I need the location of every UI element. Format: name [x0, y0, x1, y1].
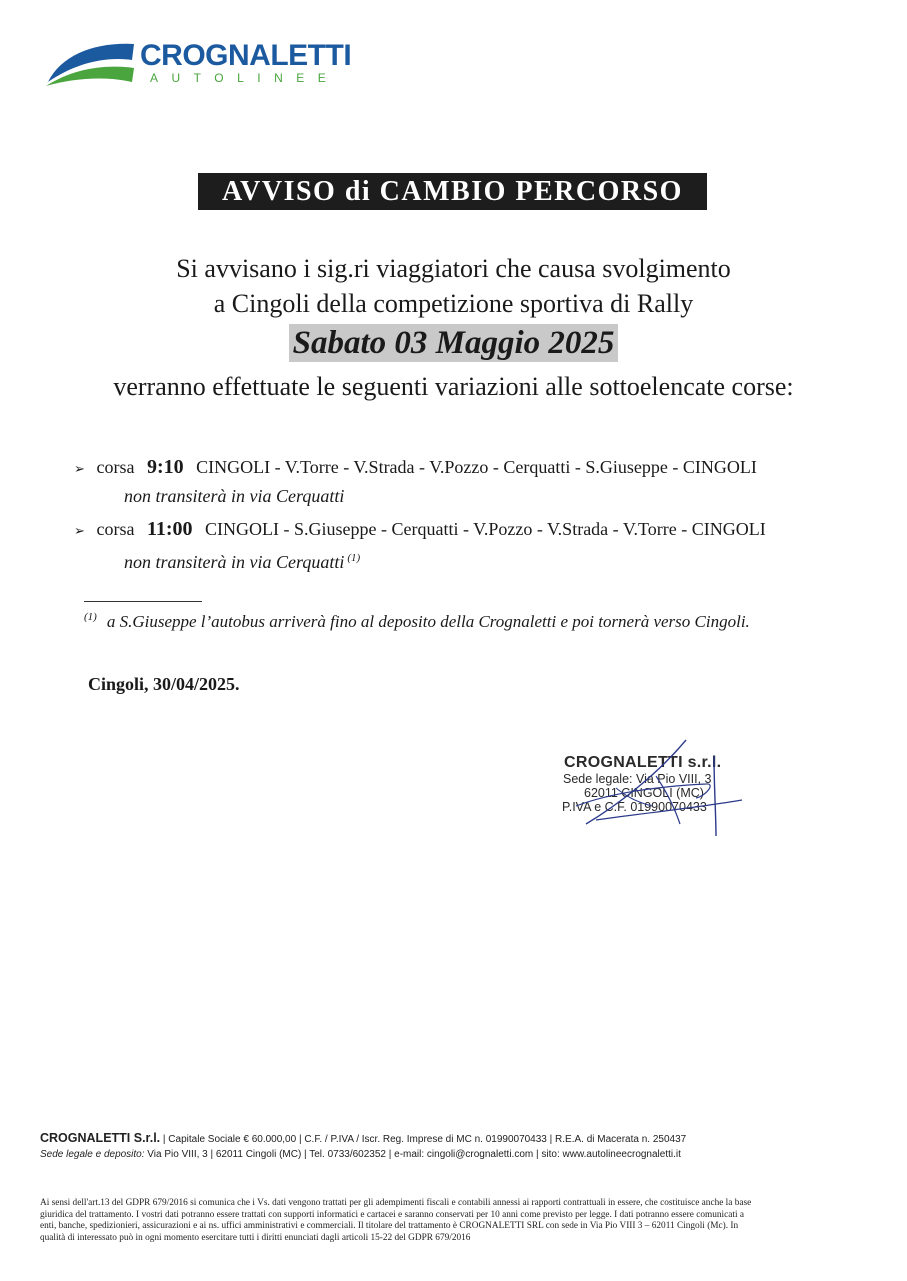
- route-label: corsa: [96, 457, 135, 477]
- event-date: Sabato 03 Maggio 2025: [289, 324, 619, 362]
- logo-subtitle: AUTOLINEE: [150, 71, 340, 85]
- footnote-text: a S.Giuseppe l’autobus arriverà fino al deposito della Crognaletti e poi tornerà verso Cingoli.: [106, 612, 750, 631]
- company-footer: [40, 1131, 880, 1162]
- arrow-bullet-icon: ➢: [74, 462, 85, 477]
- route-item: [74, 516, 854, 575]
- event-date-row: [0, 324, 907, 362]
- route-path: CINGOLI - V.Torre - V.Strada - V.Pozzo - Cerquatti - S.Giuseppe - CINGOLI: [196, 457, 757, 477]
- intro-line-2: a Cingoli della competizione sportiva di Rally: [213, 289, 694, 318]
- intro-line-3: verranno effettuate le seguenti variazioni alle sottoelencate corse:: [113, 372, 794, 401]
- privacy-line: Ai sensi dell'art.13 del GDPR 679/2016 si comunica che i Vs. dati vengono trattati per gli adempimenti fiscali e contabili annessi ai rapporti contrattuali in essere, che costituisce anche la base: [40, 1198, 752, 1208]
- footer-registration: | Capitale Sociale € 60.000,00 | C.F. / P.IVA / Iscr. Reg. Imprese di MC n. 01990070433 | R.E.A. di Macerata n. 250437: [160, 1134, 687, 1145]
- stamp-line-4: P.IVA e C.F. 01990070433: [562, 800, 707, 814]
- footnote-ref: (1): [347, 552, 361, 564]
- company-stamp: [556, 736, 756, 846]
- footer-address-label: Sede legale e deposito:: [40, 1149, 145, 1160]
- privacy-notice: [40, 1198, 870, 1244]
- footnote-divider: [84, 601, 202, 602]
- route-label: corsa: [96, 519, 135, 539]
- footer-contacts: Via Pio VIII, 3 | 62011 Cingoli (MC) | Tel. 0733/602352 | e-mail: cingoli@crognaletti.com | sito: www.autolineecrognaletti.it: [144, 1149, 681, 1160]
- arrow-bullet-icon: ➢: [74, 524, 85, 539]
- place-date: Cingoli, 30/04/2025.: [88, 674, 240, 694]
- privacy-line: giuridica del trattamento. I vostri dati potranno essere trattati con supporti informatici e cartacei e saranno conservati per 10 anni come previsto per legge. I dati potranno essere comunicati a: [40, 1209, 744, 1220]
- stamp-line-1: CROGNALETTI s.r.l.: [564, 754, 722, 771]
- route-path: CINGOLI - S.Giuseppe - Cerquatti - V.Pozzo - V.Strada - V.Torre - CINGOLI: [205, 519, 766, 539]
- route-note: non transiterà in via Cerquatti: [124, 552, 345, 572]
- company-logo: [44, 38, 424, 90]
- footer-company-name: CROGNALETTI S.r.l.: [40, 1131, 161, 1145]
- logo-name: CROGNALETTI: [140, 39, 352, 72]
- stamp-line-3: 62011 CINGOLI (MC): [584, 786, 704, 800]
- footnote: [84, 605, 750, 634]
- route-time: 9:10: [146, 456, 184, 478]
- privacy-line: qualità di interessato può in ogni momento esercitare tutti i diritti enunciati dagli articoli 15-22 del GDPR 679/2016: [40, 1232, 471, 1243]
- notice-title: AVVISO di CAMBIO PERCORSO: [198, 173, 707, 210]
- intro-line-1: Si avvisano i sig.ri viaggiatori che causa svolgimento: [176, 254, 731, 283]
- route-time: 11:00: [146, 518, 193, 540]
- route-note: non transiterà in via Cerquatti: [124, 486, 345, 506]
- logo-swoosh-icon: [44, 38, 136, 88]
- footnote-marker: (1): [84, 611, 97, 623]
- signature-icon: [556, 736, 756, 846]
- privacy-line: enti, banche, spedizionieri, assicurazioni e ai ns. uffici amministrativi e commerciali. Il titolare del trattamento è CROGNALETTI SRL con sede in Via Pio VIII 3 – 62011 Cingoli (Mc). In: [40, 1221, 739, 1231]
- route-item: [74, 454, 854, 509]
- stamp-line-2: Sede legale: Via Pio VIII, 3: [563, 772, 712, 786]
